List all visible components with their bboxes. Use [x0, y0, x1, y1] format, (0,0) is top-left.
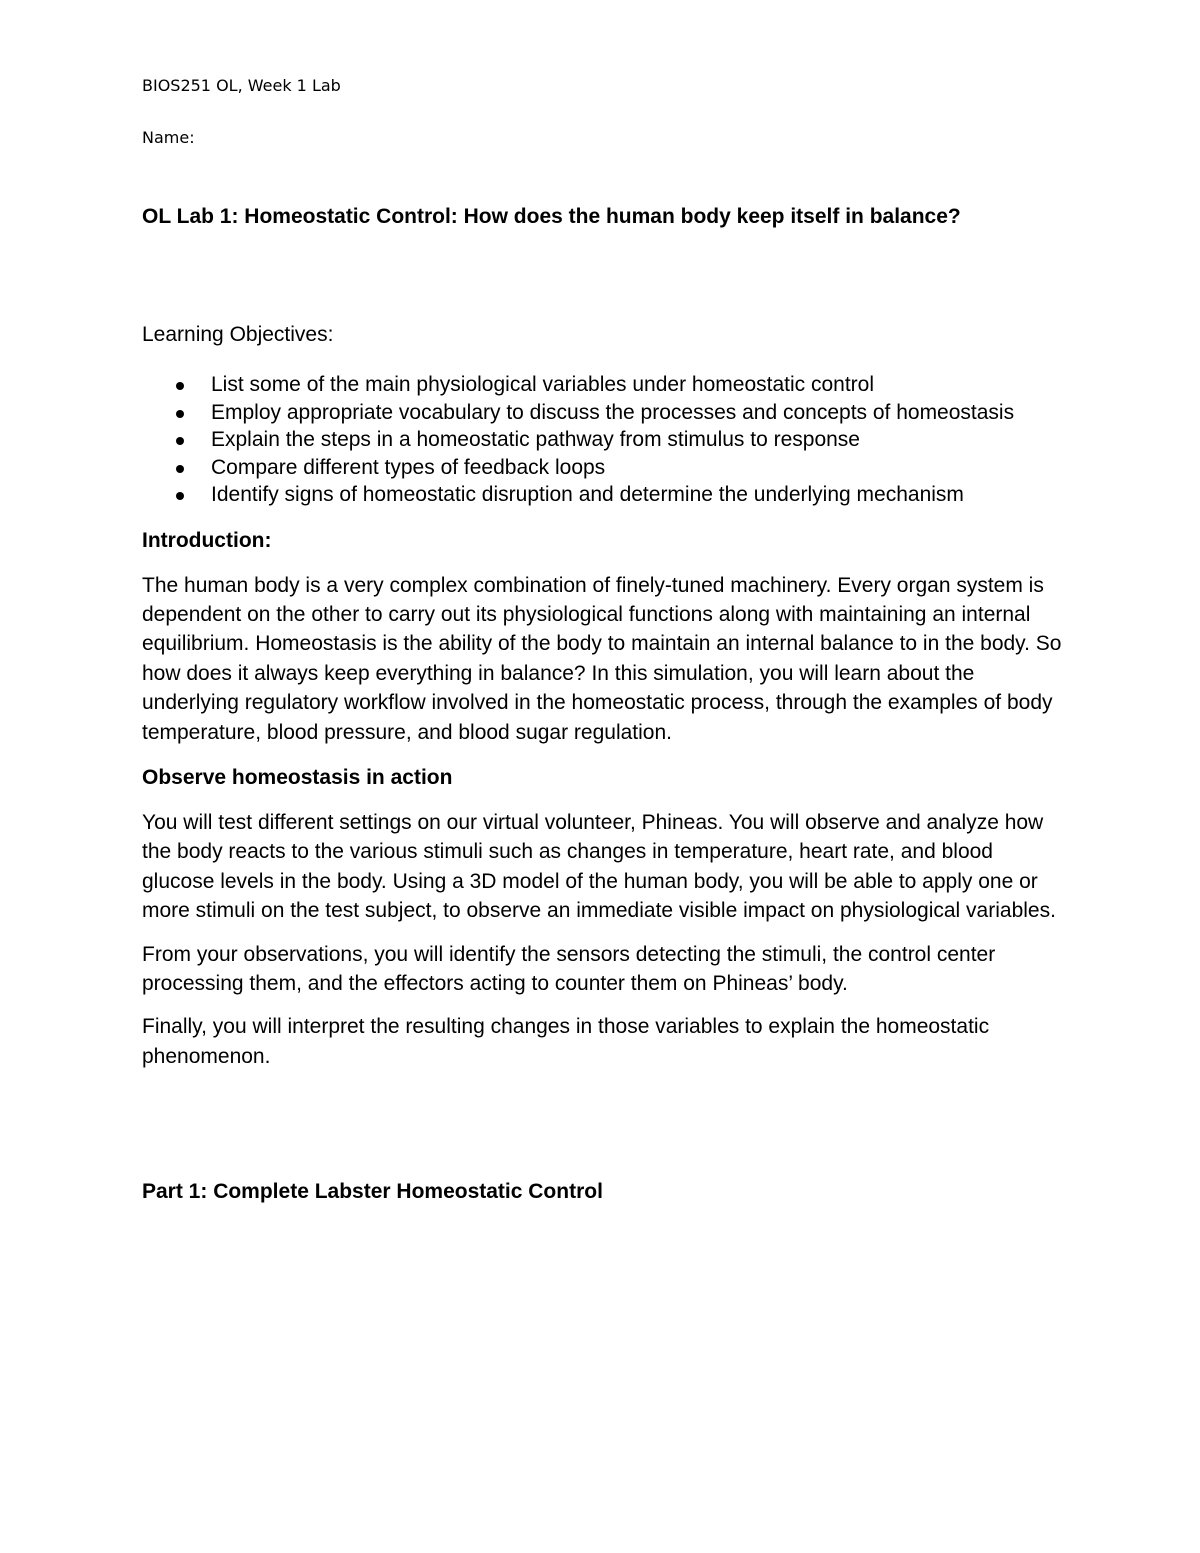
bullet-icon — [176, 492, 184, 500]
bullet-icon — [176, 382, 184, 390]
bullet-icon — [176, 410, 184, 418]
list-item — [142, 399, 1062, 427]
observe-paragraph-2: From your observations, you will identify the sensors detecting the stimuli, the control center processing them, and the effectors acting to counter them on Phineas’ body. — [142, 942, 996, 995]
list-item — [142, 371, 1062, 399]
list-item — [142, 481, 1062, 509]
introduction-heading: Introduction: — [142, 528, 272, 552]
observe-heading: Observe homeostasis in action — [142, 765, 453, 789]
objectives-list — [142, 371, 1062, 509]
name-label: Name: — [142, 128, 195, 147]
lab-title: OL Lab 1: Homeostatic Control: How does the human body keep itself in balance? — [142, 205, 961, 228]
objective-text: Explain the steps in a homeostatic pathway from stimulus to response — [211, 428, 860, 451]
list-item — [142, 426, 1062, 454]
course-header: BIOS251 OL, Week 1 Lab — [142, 76, 341, 95]
objective-text: Identify signs of homeostatic disruption and determine the underlying mechanism — [211, 483, 964, 506]
objective-text: Employ appropriate vocabulary to discuss the processes and concepts of homeostasis — [211, 400, 1015, 424]
objective-text: List some of the main physiological variables under homeostatic control — [211, 373, 875, 396]
objectives-label: Learning Objectives: — [142, 323, 334, 346]
observe-paragraph-1: You will test different settings on our virtual volunteer, Phineas. You will observe and analyze how the body reacts to the various stimuli such as changes in temperature, heart rate, and blood glucose levels in the body. Using a 3D model of the human body, you will be able to apply one or more stimuli on the test subject, to observe an immediate visible impact on physiological variables. — [142, 810, 1056, 923]
introduction-paragraph: The human body is a very complex combination of finely-tuned machinery. Every organ system is dependent on the other to carry out its physiological functions along with maintaining an internal equilibrium. Homeostasis is the ability of the body to maintain an internal balance to in the body. So how does it always keep everything in balance? In this simulation, you will learn about the underlying regulatory workflow involved in the homeostatic process, through the examples of body temperature, blood pressure, and blood sugar regulation. — [142, 573, 1062, 744]
observe-paragraph-3: Finally, you will interpret the resulting changes in those variables to explain the homeostatic phenomenon. — [142, 1015, 990, 1068]
document-body — [142, 320, 1062, 1206]
list-item — [142, 454, 1062, 482]
bullet-icon — [176, 437, 184, 445]
part1-heading: Part 1: Complete Labster Homeostatic Control — [142, 1180, 603, 1204]
objective-text: Compare different types of feedback loops — [211, 455, 606, 479]
bullet-icon — [176, 465, 184, 473]
